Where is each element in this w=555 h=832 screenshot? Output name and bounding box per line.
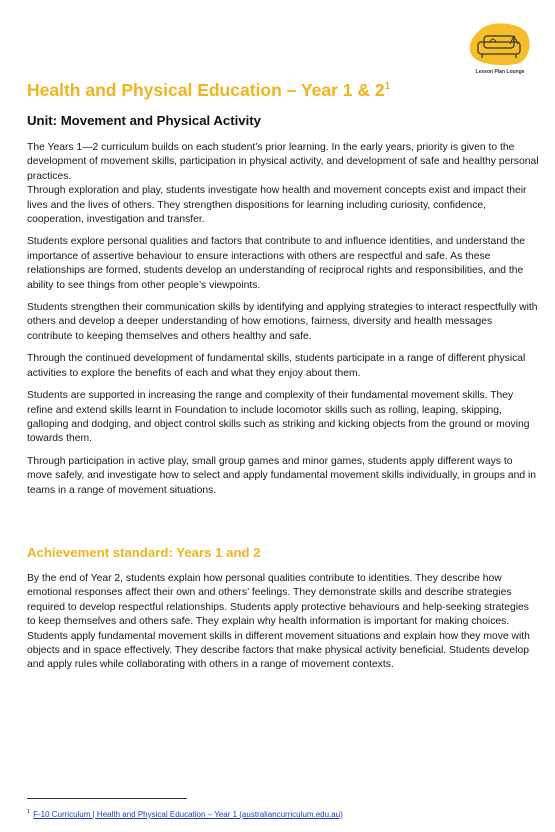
- achievement-text: By the end of Year 2, students explain how personal qualities contribute to identities. They describe how emotional responses affect their own and others’ feelings. They demonstrate skills and describe strategies required to develop respectful relationships. Students apply protective behaviours and help-seeking strategies to keep themselves and others safe. They explain why health information is important for making choices. Students apply fundamental movement skills in different movement situations and explain how they move with objects and in space effectively. They describe factors that make physical activity beneficial. Students develop and apply rules while collaborating with others in a range of movement contexts.: [27, 573, 530, 671]
- unit-heading: Unit: Movement and Physical Activity: [27, 113, 262, 128]
- achievement-heading: Achievement standard: Years 1 and 2: [27, 545, 261, 560]
- page-title: [27, 80, 390, 101]
- footnote-number: 1: [27, 809, 31, 815]
- curriculum-body: [27, 141, 539, 506]
- footnote-link[interactable]: F-10 Curriculum | Health and Physical Education – Year 1 (australiancurriculum.edu.au): [33, 809, 343, 819]
- paragraph: Students are supported in increasing the range and complexity of their fundamental movement skills. They refine and extend skills learnt in Foundation to include locomotor skills such as rolling, leaping, skipping, galloping and dodging, and object control skills such as striking and kicking objects from the ground or moving towards them.: [27, 390, 530, 445]
- footnote-ref[interactable]: 1: [384, 81, 391, 93]
- page-title-text: Health and Physical Education – Year 1 & 2: [27, 80, 385, 100]
- paragraph: Through exploration and play, students investigate how health and movement concepts exist and impact their lives and the lives of others. They strengthen dispositions for learning including curiosity, confidence, cooperation, investigation and transfer.: [27, 185, 527, 226]
- footnote-divider: [27, 798, 187, 799]
- paragraph: The Years 1—2 curriculum builds on each student’s prior learning. In the early years, priority is given to the development of movement skills, participation in physical activity, and development of safe and healthy personal practices.: [27, 142, 539, 182]
- footnote: [27, 809, 343, 819]
- paragraph: Through participation in active play, small group games and minor games, students apply different ways to move safely, and investigate how to select and apply fundamental movement skills individually, in groups and in teams in a range of movement situations.: [27, 455, 537, 496]
- logo-caption: Lesson Plan Lounge: [475, 69, 525, 75]
- paragraph: Through the continued development of fundamental skills, students participate in a range of different physical activities to explore the benefits of each and what they enjoy about them.: [27, 353, 526, 379]
- paragraph: Students explore personal qualities and factors that contribute to and influence identities, and understand the importance of assertive behaviour to ensure interactions with others are respectful and safe. As these relationships are formed, students develop an understanding of reciprocal rights and responsibilities, and the ability to see things from other people’s viewpoints.: [27, 236, 525, 291]
- paragraph: Students strengthen their communication skills by identifying and applying strategies to interact respectfully with others and develop a deeper understanding of how emotions, fairness, diversity and health messages contribute to keeping themselves and others healthy and safe.: [27, 302, 538, 342]
